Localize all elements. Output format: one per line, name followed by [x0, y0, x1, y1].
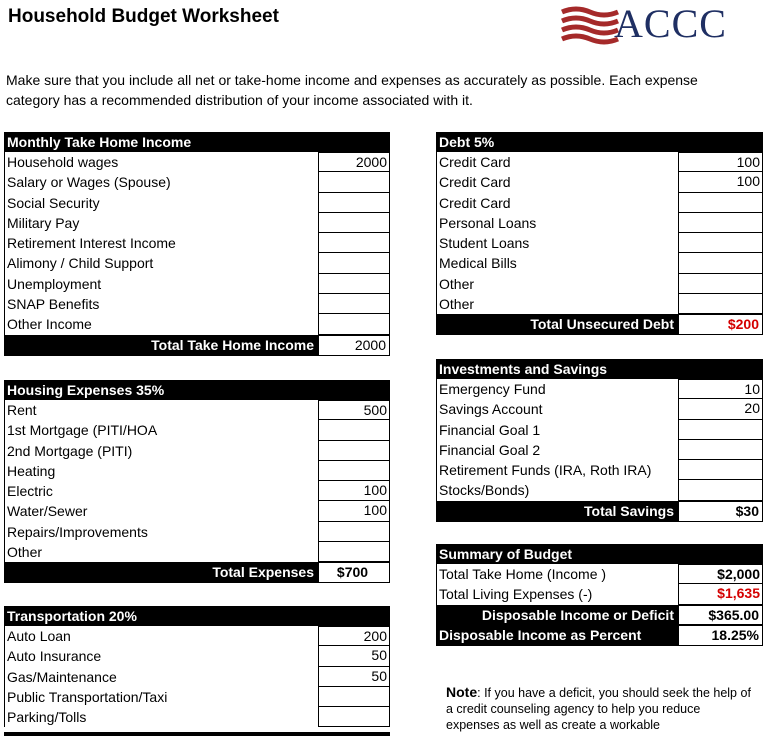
savings-row [436, 420, 763, 440]
income-total-label: Total Take Home Income [4, 335, 318, 356]
savings-header: Investments and Savings [436, 359, 763, 379]
summary-income-row [436, 564, 763, 584]
note-label: Note [446, 684, 478, 700]
income-row-value[interactable] [318, 253, 390, 273]
intro-text: Make sure that you include all net or take-home income and expenses as accurately as possible. Each expense category has a recommended distribution of your income associated with it. [6, 72, 698, 108]
housing-row [4, 481, 390, 501]
debt-row [436, 294, 763, 314]
debt-row-value[interactable] [678, 233, 763, 253]
income-row-value[interactable] [318, 274, 390, 294]
housing-row-label: Electric [4, 481, 318, 501]
savings-row-label: Financial Goal 1 [436, 420, 678, 440]
income-row-value[interactable] [318, 213, 390, 233]
housing-row [4, 522, 390, 542]
income-header: Monthly Take Home Income [4, 132, 390, 152]
housing-total-label: Total Expenses [4, 562, 318, 583]
income-row [4, 294, 390, 314]
housing-section [4, 380, 390, 583]
housing-row-label: Other [4, 542, 318, 562]
note-text [446, 684, 756, 733]
income-row [4, 314, 390, 334]
summary-percent-label: Disposable Income as Percent [436, 625, 678, 646]
summary-disposable-label: Disposable Income or Deficit [436, 605, 678, 626]
transport-row-label: Public Transportation/Taxi [4, 687, 318, 707]
savings-row [436, 399, 763, 419]
summary-section [436, 544, 763, 646]
debt-row [436, 253, 763, 273]
housing-row-value[interactable] [318, 542, 390, 562]
transport-row [4, 687, 390, 707]
housing-row-value[interactable]: 100 [318, 481, 390, 501]
income-row-value[interactable] [318, 294, 390, 314]
income-total-value: 2000 [318, 335, 390, 356]
income-row-value[interactable] [318, 172, 390, 192]
savings-row-value[interactable] [678, 420, 763, 440]
transport-row-label: Parking/Tolls [4, 707, 318, 727]
housing-row-value[interactable]: 500 [318, 400, 390, 420]
transport-row-value[interactable]: 200 [318, 626, 390, 646]
summary-income-value: $2,000 [678, 564, 763, 584]
savings-row-label: Savings Account [436, 399, 678, 419]
transport-row [4, 646, 390, 666]
note-body: : If you have a deficit, you should seek the help of a credit counseling agency to help you reduce expenses as well as create a workable [446, 686, 751, 732]
debt-row-value[interactable] [678, 274, 763, 294]
summary-header: Summary of Budget [436, 544, 763, 564]
income-row [4, 213, 390, 233]
income-row [4, 274, 390, 294]
income-row-value[interactable] [318, 314, 390, 334]
debt-header: Debt 5% [436, 132, 763, 152]
summary-income-label: Total Take Home (Income ) [436, 564, 678, 584]
debt-row-label: Other [436, 294, 678, 314]
income-row-label: Alimony / Child Support [4, 253, 318, 273]
summary-living-label: Total Living Expenses (-) [436, 584, 678, 604]
debt-row [436, 233, 763, 253]
debt-row-value[interactable] [678, 193, 763, 213]
income-row [4, 253, 390, 273]
housing-row [4, 441, 390, 461]
income-row-label: Household wages [4, 152, 318, 172]
page-title: Household Budget Worksheet [8, 6, 279, 27]
summary-living-row [436, 584, 763, 604]
debt-total-label: Total Unsecured Debt [436, 314, 678, 335]
housing-row-label: 2nd Mortgage (PITI) [4, 441, 318, 461]
income-total-row [4, 335, 390, 356]
income-row-value[interactable] [318, 233, 390, 253]
summary-disposable-value: $365.00 [678, 605, 763, 626]
transport-row-label: Auto Insurance [4, 646, 318, 666]
income-row [4, 172, 390, 192]
savings-row-value[interactable] [678, 440, 763, 460]
income-row-label: Social Security [4, 193, 318, 213]
housing-row-label: Repairs/Improvements [4, 522, 318, 542]
debt-row-value[interactable] [678, 253, 763, 273]
debt-row [436, 193, 763, 213]
housing-row-label: Rent [4, 400, 318, 420]
debt-row [436, 213, 763, 233]
transport-bottom-bar [4, 732, 390, 736]
debt-row-label: Student Loans [436, 233, 678, 253]
summary-percent-value: 18.25% [678, 625, 763, 646]
savings-row [436, 379, 763, 399]
income-row [4, 152, 390, 172]
income-row-label: Other Income [4, 314, 318, 334]
debt-row-label: Credit Card [436, 193, 678, 213]
summary-percent-row [436, 625, 763, 646]
housing-header: Housing Expenses 35% [4, 380, 390, 400]
housing-row-value[interactable]: 100 [318, 501, 390, 521]
housing-row-label: Water/Sewer [4, 501, 318, 521]
debt-row-value[interactable] [678, 213, 763, 233]
savings-total-value: $30 [678, 501, 763, 522]
savings-row-label: Emergency Fund [436, 379, 678, 399]
savings-row-value[interactable]: 20 [678, 399, 763, 419]
debt-row-label: Medical Bills [436, 253, 678, 273]
debt-row-label: Other [436, 274, 678, 294]
housing-row [4, 542, 390, 562]
housing-total-row [4, 562, 390, 583]
housing-row-label: 1st Mortgage (PITI/HOA [4, 420, 318, 440]
transport-header: Transportation 20% [4, 606, 390, 626]
housing-row-label: Heating [4, 461, 318, 481]
savings-row-label: Financial Goal 2 [436, 440, 678, 460]
transport-row [4, 707, 390, 727]
debt-section [436, 132, 763, 335]
debt-row-value[interactable]: 100 [678, 172, 763, 192]
debt-row [436, 172, 763, 192]
transport-row-value[interactable] [318, 687, 390, 707]
transport-row [4, 667, 390, 687]
housing-row [4, 400, 390, 420]
savings-row-label: Stocks/Bonds) [436, 480, 678, 500]
debt-total-value: $200 [678, 314, 763, 335]
transport-row [4, 626, 390, 646]
savings-row-value[interactable] [678, 460, 763, 480]
debt-row-value[interactable]: 100 [678, 152, 763, 172]
housing-row-value[interactable] [318, 522, 390, 542]
debt-row-label: Credit Card [436, 172, 678, 192]
income-row-value[interactable] [318, 193, 390, 213]
summary-disposable-row [436, 605, 763, 626]
flag-icon [560, 4, 620, 48]
logo-text: ACCC [614, 1, 727, 46]
savings-row-label: Retirement Funds (IRA, Roth IRA) [436, 460, 678, 480]
housing-row [4, 461, 390, 481]
savings-row-value[interactable]: 10 [678, 379, 763, 399]
transport-section [4, 606, 390, 727]
transport-row-label: Auto Loan [4, 626, 318, 646]
housing-row-value[interactable] [318, 420, 390, 440]
savings-row [436, 440, 763, 460]
savings-row-value[interactable] [678, 480, 763, 500]
housing-row [4, 501, 390, 521]
income-row-label: Retirement Interest Income [4, 233, 318, 253]
transport-row-value[interactable]: 50 [318, 667, 390, 687]
income-row-label: Unemployment [4, 274, 318, 294]
debt-row-value[interactable] [678, 294, 763, 314]
income-row-label: Military Pay [4, 213, 318, 233]
debt-total-row [436, 314, 763, 335]
income-row-label: Salary or Wages (Spouse) [4, 172, 318, 192]
income-row [4, 233, 390, 253]
savings-total-row [436, 501, 763, 522]
debt-row [436, 152, 763, 172]
housing-row-value[interactable] [318, 441, 390, 461]
debt-row-label: Personal Loans [436, 213, 678, 233]
income-row-value[interactable]: 2000 [318, 152, 390, 172]
summary-living-value: $1,635 [678, 584, 763, 604]
savings-row [436, 460, 763, 480]
debt-row-label: Credit Card [436, 152, 678, 172]
savings-row [436, 480, 763, 500]
transport-row-label: Gas/Maintenance [4, 667, 318, 687]
transport-row-value[interactable] [318, 707, 390, 727]
housing-total-value: $700 [318, 562, 390, 583]
income-row [4, 193, 390, 213]
savings-section [436, 359, 763, 522]
savings-total-label: Total Savings [436, 501, 678, 522]
housing-row [4, 420, 390, 440]
income-section [4, 132, 390, 356]
housing-row-value[interactable] [318, 461, 390, 481]
transport-row-value[interactable]: 50 [318, 646, 390, 666]
income-row-label: SNAP Benefits [4, 294, 318, 314]
debt-row [436, 274, 763, 294]
